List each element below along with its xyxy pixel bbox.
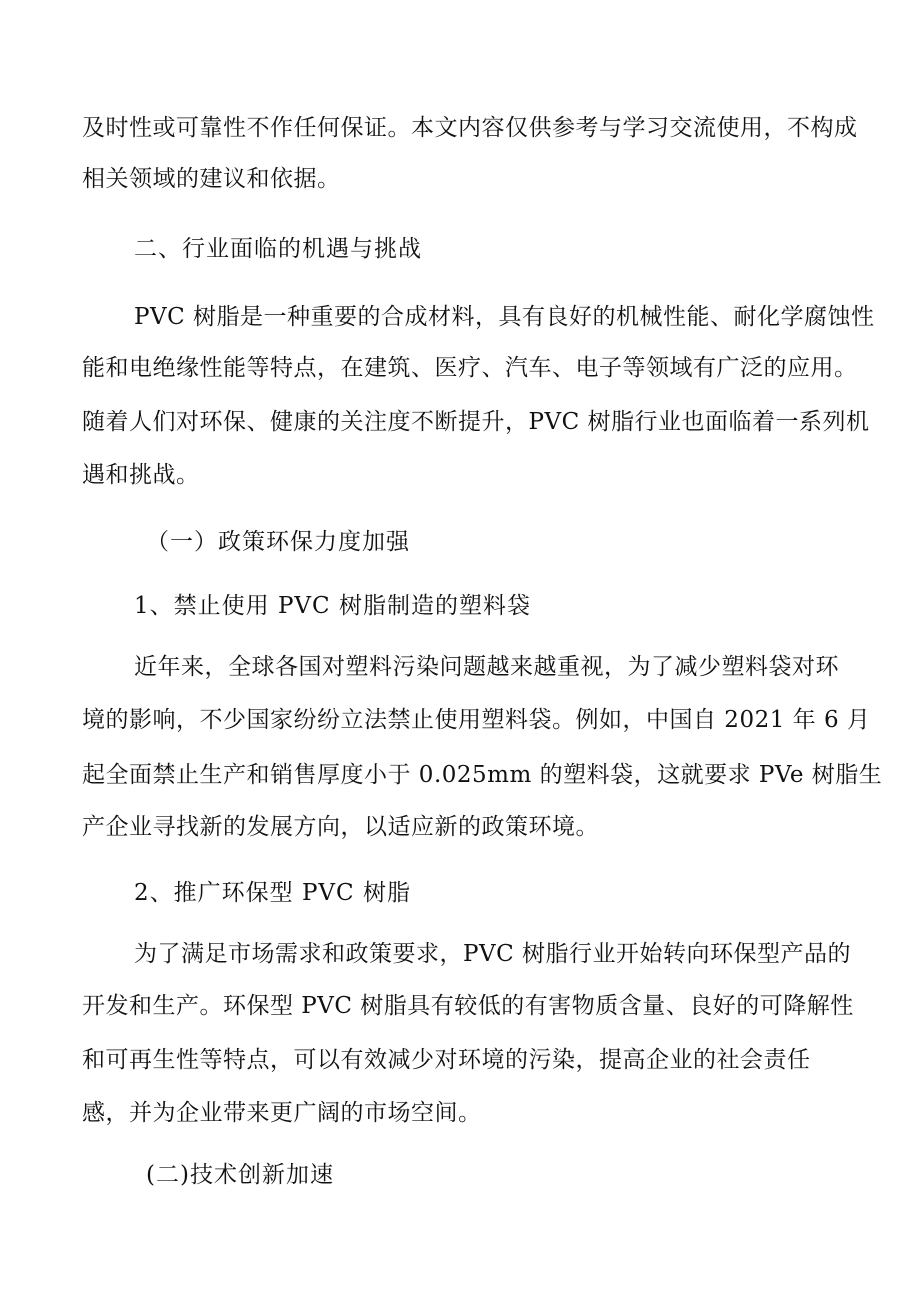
subsection-heading: （一）政策环保力度加强 [146,529,410,555]
paragraph-line: 近年来，全球各国对塑料污染问题越来越重视，为了减少塑料袋对环 [134,654,839,680]
intro-line-1: 及时性或可靠性不作任何保证。本文内容仅供参考与学习交流使用，不构成 [82,115,858,141]
paragraph-line: 随着人们对环保、健康的关注度不断提升，PVC 树脂行业也面临着一系列机 [82,409,870,435]
subsection-heading: (二)技术创新加速 [146,1162,334,1188]
section-heading: 二、行业面临的机遇与挑战 [134,236,422,262]
paragraph-line: 感，并为企业带来更广阔的市场空间。 [82,1100,482,1126]
item-heading: 1、禁止使用 PVC 树脂制造的塑料袋 [134,593,531,619]
paragraph-line: PVC 树脂是一种重要的合成材料，具有良好的机械性能、耐化学腐蚀性 [134,304,875,330]
paragraph-line: 遇和挑战。 [82,462,200,488]
paragraph-line: 能和电绝缘性能等特点，在建筑、医疗、汽车、电子等领域有广泛的应用。 [82,355,858,381]
paragraph-line: 开发和生产。环保型 PVC 树脂具有较低的有害物质含量、良好的可降解性 [82,993,854,1019]
paragraph-line: 和可再生性等特点，可以有效减少对环境的污染，提高企业的社会责任 [82,1047,811,1073]
item-heading: 2、推广环保型 PVC 树脂 [134,880,411,906]
paragraph-line: 境的影响，不少国家纷纷立法禁止使用塑料袋。例如，中国自 2021 年 6 月 [82,707,871,733]
paragraph-line: 起全面禁止生产和销售厚度小于 0.025mm 的塑料袋，这就要求 PVe 树脂生 [82,762,883,788]
paragraph-line: 为了满足市场需求和政策要求，PVC 树脂行业开始转向环保型产品的 [134,941,851,967]
intro-line-2: 相关领域的建议和依据。 [82,166,341,192]
paragraph-line: 产企业寻找新的发展方向，以适应新的政策环境。 [82,814,599,840]
